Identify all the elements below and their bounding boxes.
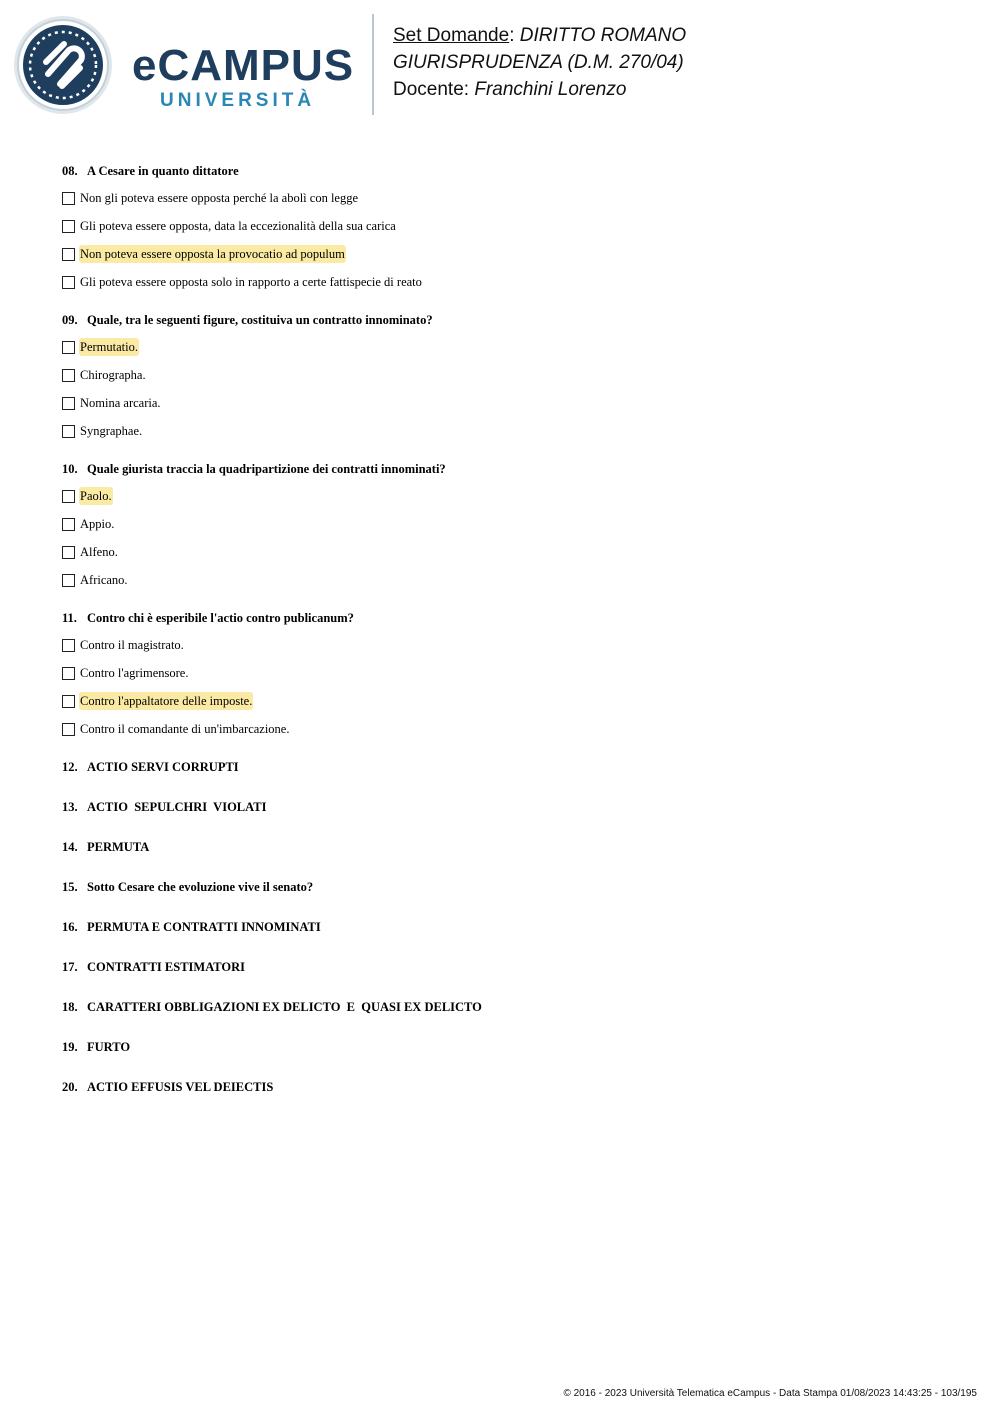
answer-text: Gli poteva essere opposta solo in rapporto a certe fattispecie di reato xyxy=(80,275,422,289)
teacher-label: Docente xyxy=(393,79,464,100)
question-title xyxy=(62,458,962,480)
question-09 xyxy=(62,309,962,445)
question-number: 10. xyxy=(62,462,78,476)
answer-option[interactable] xyxy=(62,417,962,445)
open-question-18 xyxy=(62,996,962,1018)
question-text: A Cesare in quanto dittatore xyxy=(87,164,239,178)
course-name: DIRITTO ROMANO xyxy=(519,25,687,46)
question-number: 20. xyxy=(62,1080,78,1094)
checkbox[interactable] xyxy=(62,546,75,559)
checkbox[interactable] xyxy=(62,341,75,354)
question-text: ACTIO SEPULCHRI VIOLATI xyxy=(87,800,267,814)
answer-option[interactable] xyxy=(62,212,962,240)
open-question-14 xyxy=(62,836,962,858)
ecampus-logo xyxy=(14,14,359,119)
checkbox[interactable] xyxy=(62,574,75,587)
question-text: PERMUTA xyxy=(87,840,150,854)
open-question-12 xyxy=(62,756,962,778)
question-text: Sotto Cesare che evoluzione vive il senato? xyxy=(87,880,314,894)
open-question-13 xyxy=(62,796,962,818)
question-number: 15. xyxy=(62,880,78,894)
checkbox[interactable] xyxy=(62,490,75,503)
question-text: ACTIO SERVI CORRUPTI xyxy=(87,760,239,774)
answer-option[interactable] xyxy=(62,268,962,296)
open-question-20 xyxy=(62,1076,962,1098)
question-text: Quale giurista traccia la quadripartizione dei contratti innominati? xyxy=(87,462,446,476)
question-number: 11. xyxy=(62,611,77,625)
checkbox[interactable] xyxy=(62,639,75,652)
question-number: 14. xyxy=(62,840,78,854)
question-11 xyxy=(62,607,962,743)
set-label: Set Domande xyxy=(393,25,510,46)
question-text: CARATTERI OBBLIGAZIONI EX DELICTO E QUASI EX DELICTO xyxy=(87,1000,482,1014)
degree-name: GIURISPRUDENZA (D.M. 270/04) xyxy=(393,52,684,73)
teacher-name: Franchini Lorenzo xyxy=(474,79,627,100)
answer-option[interactable] xyxy=(62,184,962,212)
checkbox[interactable] xyxy=(62,192,75,205)
open-question-17 xyxy=(62,956,962,978)
answer-text: Gli poteva essere opposta, data la eccezionalità della sua carica xyxy=(80,219,396,233)
answer-option-correct[interactable] xyxy=(62,482,962,510)
checkbox[interactable] xyxy=(62,397,75,410)
answer-text-highlighted: Contro l'appaltatore delle imposte. xyxy=(80,694,253,708)
answer-option[interactable] xyxy=(62,566,962,594)
question-text: FURTO xyxy=(87,1040,131,1054)
answer-option[interactable] xyxy=(62,631,962,659)
question-text: Contro chi è esperibile l'actio contro publicanum? xyxy=(87,611,354,625)
answer-text-highlighted: Permutatio. xyxy=(80,340,138,354)
checkbox[interactable] xyxy=(62,695,75,708)
question-number: 12. xyxy=(62,760,78,774)
answer-option-correct[interactable] xyxy=(62,687,962,715)
question-number: 13. xyxy=(62,800,78,814)
page-header xyxy=(0,0,1000,130)
open-question-19 xyxy=(62,1036,962,1058)
question-number: 09. xyxy=(62,313,78,327)
checkbox[interactable] xyxy=(62,723,75,736)
checkbox[interactable] xyxy=(62,369,75,382)
answer-option[interactable] xyxy=(62,659,962,687)
document-title: Set Domande: DIRITTO ROMANO GIURISPRUDENZA (D.M. 270/04) Docente: Franchini Lorenzo xyxy=(393,25,687,100)
answer-option[interactable] xyxy=(62,510,962,538)
question-number: 08. xyxy=(62,164,78,178)
question-08 xyxy=(62,160,962,296)
open-question-16 xyxy=(62,916,962,938)
page-footer: © 2016 - 2023 Università Telematica eCampus - Data Stampa 01/08/2023 14:43:25 - 103/195 xyxy=(563,1388,977,1399)
checkbox[interactable] xyxy=(62,248,75,261)
question-number: 16. xyxy=(62,920,78,934)
question-title xyxy=(62,607,962,629)
answer-text-highlighted: Non poteva essere opposta la provocatio ad populum xyxy=(80,247,345,261)
answer-option[interactable] xyxy=(62,361,962,389)
question-text: Quale, tra le seguenti figure, costituiva un contratto innominato? xyxy=(87,313,433,327)
answer-text: Africano. xyxy=(80,573,128,587)
answer-text: Alfeno. xyxy=(80,545,118,559)
question-text: PERMUTA E CONTRATTI INNOMINATI xyxy=(87,920,321,934)
question-10 xyxy=(62,458,962,594)
question-title xyxy=(62,309,962,331)
answer-text: Non gli poteva essere opposta perché la abolì con legge xyxy=(80,191,359,205)
checkbox[interactable] xyxy=(62,518,75,531)
answer-text: Appio. xyxy=(80,517,115,531)
answer-option-correct[interactable] xyxy=(62,240,962,268)
header-divider xyxy=(372,14,374,115)
checkbox[interactable] xyxy=(62,667,75,680)
logo-brand: eCAMPUS xyxy=(132,41,355,90)
answer-text: Contro il magistrato. xyxy=(80,638,184,652)
answer-option[interactable] xyxy=(62,389,962,417)
open-question-15 xyxy=(62,876,962,898)
question-title xyxy=(62,160,962,182)
question-number: 19. xyxy=(62,1040,78,1054)
checkbox[interactable] xyxy=(62,425,75,438)
answer-text: Contro l'agrimensore. xyxy=(80,666,189,680)
question-text: CONTRATTI ESTIMATORI xyxy=(87,960,246,974)
answer-text: Nomina arcaria. xyxy=(80,396,161,410)
answer-text-highlighted: Paolo. xyxy=(80,489,112,503)
answer-text: Syngraphae. xyxy=(80,424,143,438)
checkbox[interactable] xyxy=(62,220,75,233)
logo-sub: UNIVERSITÀ xyxy=(160,90,316,111)
question-number: 17. xyxy=(62,960,78,974)
question-list xyxy=(62,160,962,1116)
question-number: 18. xyxy=(62,1000,78,1014)
question-text: ACTIO EFFUSIS VEL DEIECTIS xyxy=(87,1080,274,1094)
answer-text: Contro il comandante di un'imbarcazione. xyxy=(80,722,290,736)
checkbox[interactable] xyxy=(62,276,75,289)
answer-option[interactable] xyxy=(62,715,962,743)
answer-text: Chirographa. xyxy=(80,368,146,382)
answer-option[interactable] xyxy=(62,538,962,566)
answer-option-correct[interactable] xyxy=(62,333,962,361)
